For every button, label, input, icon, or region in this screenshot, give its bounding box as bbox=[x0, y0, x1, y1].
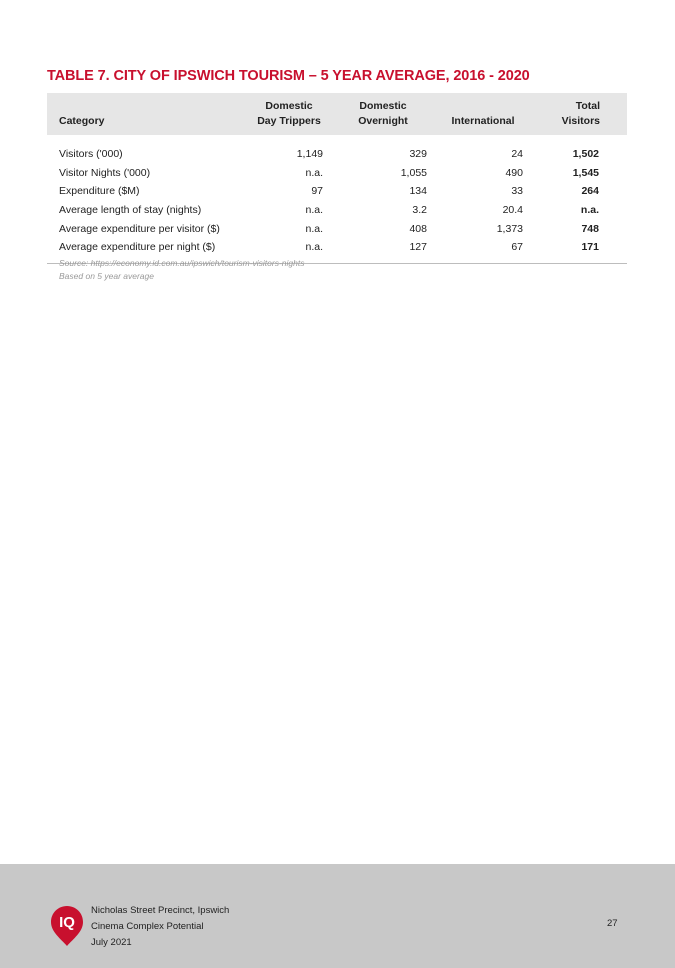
cell-overnight: 127 bbox=[409, 241, 427, 254]
header-day-trippers bbox=[247, 93, 331, 135]
cell-international: 1,373 bbox=[496, 222, 523, 235]
header-category: Category bbox=[59, 115, 105, 127]
cell-category: Visitor Nights ('000) bbox=[59, 166, 151, 179]
cell-category: Average expenditure per visitor ($) bbox=[59, 222, 220, 235]
cell-day-trippers: n.a. bbox=[305, 222, 323, 235]
tourism-table bbox=[47, 93, 627, 264]
cell-international: 490 bbox=[505, 166, 523, 179]
footer-project: Nicholas Street Precinct, Ipswich bbox=[91, 905, 230, 916]
footer-date: July 2021 bbox=[91, 937, 132, 948]
table-title: TABLE 7. CITY OF IPSWICH TOURISM – 5 YEAR AVERAGE, 2016 - 2020 bbox=[47, 68, 530, 84]
cell-international: 20.4 bbox=[502, 204, 523, 217]
cell-day-trippers: n.a. bbox=[305, 241, 323, 254]
cell-international: 33 bbox=[511, 185, 523, 198]
table-row bbox=[47, 201, 627, 220]
footer-info bbox=[91, 903, 229, 951]
table-row bbox=[47, 219, 627, 238]
header-day-trippers-line1: Domestic bbox=[265, 100, 313, 112]
table-row bbox=[47, 182, 627, 201]
cell-total: 1,502 bbox=[572, 148, 599, 161]
table-header-row bbox=[47, 93, 627, 135]
cell-day-trippers: 97 bbox=[311, 185, 323, 198]
cell-total: 1,545 bbox=[572, 166, 599, 179]
header-day-trippers-line2: Day Trippers bbox=[257, 115, 321, 127]
cell-day-trippers: n.a. bbox=[305, 204, 323, 217]
table-row bbox=[47, 164, 627, 183]
cell-overnight: 3.2 bbox=[412, 204, 427, 217]
header-overnight-line2: Overnight bbox=[358, 115, 408, 127]
cell-international: 24 bbox=[511, 148, 523, 161]
footer-subtitle: Cinema Complex Potential bbox=[91, 921, 204, 932]
page-footer bbox=[0, 864, 675, 968]
cell-category: Average expenditure per night ($) bbox=[59, 241, 216, 254]
cell-total: n.a. bbox=[580, 204, 599, 217]
cell-overnight: 329 bbox=[409, 148, 427, 161]
source-line: Source: https://economy.id.com.au/ipswich/tourism-visitors-nights bbox=[59, 258, 305, 268]
cell-category: Expenditure ($M) bbox=[59, 185, 140, 198]
header-overnight bbox=[331, 93, 435, 135]
cell-day-trippers: 1,149 bbox=[296, 148, 323, 161]
cell-category: Average length of stay (nights) bbox=[59, 204, 202, 217]
header-total-line1: Total bbox=[575, 100, 600, 112]
cell-total: 171 bbox=[581, 241, 599, 254]
table-row bbox=[47, 135, 627, 164]
logo-text: IQ bbox=[59, 914, 75, 931]
header-total-line2: Visitors bbox=[561, 115, 600, 127]
basis-line: Based on 5 year average bbox=[59, 270, 154, 281]
cell-international: 67 bbox=[511, 241, 523, 254]
header-international: International bbox=[451, 115, 515, 127]
source-note bbox=[59, 257, 305, 282]
cell-overnight: 408 bbox=[409, 222, 427, 235]
cell-total: 748 bbox=[581, 222, 599, 235]
cell-day-trippers: n.a. bbox=[305, 166, 323, 179]
cell-overnight: 1,055 bbox=[400, 166, 427, 179]
page-number: 27 bbox=[607, 918, 618, 929]
header-overnight-line1: Domestic bbox=[359, 100, 407, 112]
header-total bbox=[531, 93, 627, 135]
cell-category: Visitors ('000) bbox=[59, 148, 123, 161]
iq-logo-icon bbox=[50, 905, 84, 947]
cell-total: 264 bbox=[581, 185, 599, 198]
cell-overnight: 134 bbox=[409, 185, 427, 198]
